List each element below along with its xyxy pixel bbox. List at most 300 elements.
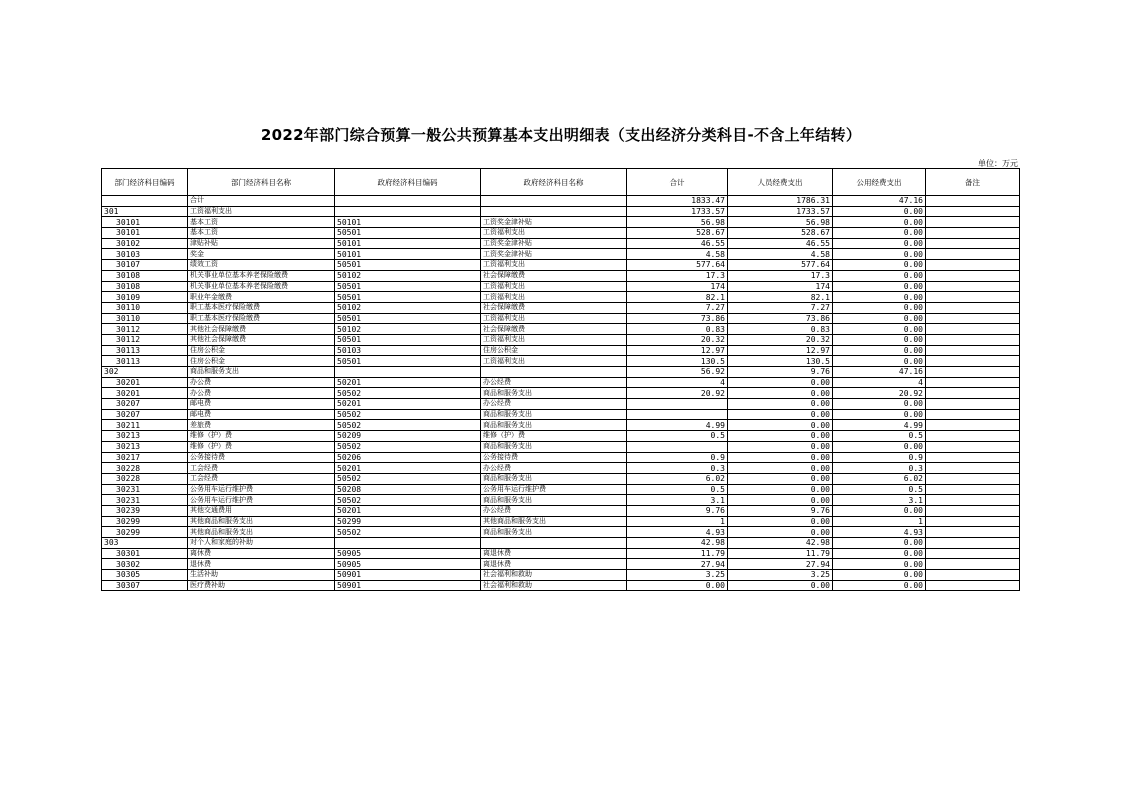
cell-public: 0.00 <box>833 238 926 249</box>
cell-total: 56.98 <box>627 217 728 228</box>
table-row <box>102 377 1020 388</box>
cell-personnel: 130.5 <box>728 356 833 367</box>
cell-public: 0.9 <box>833 452 926 463</box>
cell-public: 4.99 <box>833 420 926 431</box>
cell-dept-name: 绩效工资 <box>188 260 335 271</box>
cell-personnel: 82.1 <box>728 292 833 303</box>
cell-note <box>926 420 1020 431</box>
cell-public: 0.00 <box>833 324 926 335</box>
cell-gov-code: 50905 <box>335 559 481 570</box>
cell-note <box>926 399 1020 410</box>
cell-personnel: 0.00 <box>728 516 833 527</box>
header-dept-name: 部门经济科目名称 <box>188 169 335 196</box>
table-row <box>102 345 1020 356</box>
cell-gov-name: 工资福利支出 <box>481 260 627 271</box>
cell-gov-name: 社会保障缴费 <box>481 324 627 335</box>
cell-dept-name: 离休费 <box>188 548 335 559</box>
cell-dept-code: 302 <box>102 367 188 378</box>
cell-dept-code: 30301 <box>102 548 188 559</box>
cell-note <box>926 217 1020 228</box>
cell-gov-code: 50502 <box>335 441 481 452</box>
table-row <box>102 570 1020 581</box>
header-personnel: 人员经费支出 <box>728 169 833 196</box>
table-row <box>102 484 1020 495</box>
table-row <box>102 313 1020 324</box>
cell-dept-name: 基本工资 <box>188 228 335 239</box>
cell-gov-code: 50901 <box>335 580 481 591</box>
cell-public: 0.00 <box>833 580 926 591</box>
budget-table <box>101 168 1020 591</box>
table-row <box>102 238 1020 249</box>
cell-dept-code: 30112 <box>102 324 188 335</box>
cell-public: 0.00 <box>833 356 926 367</box>
cell-dept-name: 邮电费 <box>188 409 335 420</box>
cell-note <box>926 313 1020 324</box>
cell-public: 0.00 <box>833 302 926 313</box>
cell-public: 0.00 <box>833 505 926 516</box>
cell-personnel: 0.00 <box>728 452 833 463</box>
cell-total: 0.5 <box>627 484 728 495</box>
cell-total: 3.1 <box>627 495 728 506</box>
cell-public: 47.16 <box>833 196 926 207</box>
cell-personnel: 11.79 <box>728 548 833 559</box>
cell-gov-name: 工资奖金津补贴 <box>481 249 627 260</box>
cell-dept-code: 30107 <box>102 260 188 271</box>
cell-total: 0.00 <box>627 580 728 591</box>
cell-gov-code: 50102 <box>335 270 481 281</box>
cell-gov-code: 50502 <box>335 409 481 420</box>
header-row <box>102 169 1020 196</box>
cell-dept-code: 30110 <box>102 313 188 324</box>
cell-note <box>926 377 1020 388</box>
cell-note <box>926 431 1020 442</box>
cell-note <box>926 196 1020 207</box>
table-row <box>102 249 1020 260</box>
cell-dept-code: 30103 <box>102 249 188 260</box>
table-row <box>102 206 1020 217</box>
cell-gov-name: 社会福利和救助 <box>481 580 627 591</box>
cell-personnel: 577.64 <box>728 260 833 271</box>
cell-dept-name: 生活补助 <box>188 570 335 581</box>
cell-dept-name: 工资福利支出 <box>188 206 335 217</box>
cell-total: 0.9 <box>627 452 728 463</box>
cell-gov-code <box>335 367 481 378</box>
cell-dept-code: 30228 <box>102 473 188 484</box>
table-row <box>102 356 1020 367</box>
cell-gov-name: 工资奖金津补贴 <box>481 238 627 249</box>
table-row <box>102 580 1020 591</box>
cell-dept-name: 公务用车运行维护费 <box>188 484 335 495</box>
table-row <box>102 228 1020 239</box>
table-row <box>102 324 1020 335</box>
cell-public: 0.00 <box>833 559 926 570</box>
cell-total: 528.67 <box>627 228 728 239</box>
cell-personnel: 0.00 <box>728 377 833 388</box>
cell-personnel: 56.98 <box>728 217 833 228</box>
cell-gov-name: 办公经费 <box>481 377 627 388</box>
cell-public: 0.00 <box>833 313 926 324</box>
cell-note <box>926 292 1020 303</box>
cell-dept-name: 其他商品和服务支出 <box>188 527 335 538</box>
cell-dept-name: 办公费 <box>188 388 335 399</box>
cell-total: 82.1 <box>627 292 728 303</box>
cell-public: 0.00 <box>833 270 926 281</box>
cell-personnel: 4.58 <box>728 249 833 260</box>
cell-dept-name: 津贴补贴 <box>188 238 335 249</box>
cell-personnel: 0.00 <box>728 388 833 399</box>
cell-total: 4.93 <box>627 527 728 538</box>
cell-total: 0.5 <box>627 431 728 442</box>
cell-dept-name: 职业年金缴费 <box>188 292 335 303</box>
cell-total: 11.79 <box>627 548 728 559</box>
unit-label: 单位：万元 <box>978 159 1018 168</box>
cell-note <box>926 441 1020 452</box>
cell-note <box>926 473 1020 484</box>
cell-gov-code: 50201 <box>335 463 481 474</box>
cell-dept-name: 对个人和家庭的补助 <box>188 538 335 549</box>
cell-gov-name: 离退休费 <box>481 548 627 559</box>
cell-gov-code: 50501 <box>335 292 481 303</box>
cell-personnel: 0.00 <box>728 441 833 452</box>
cell-dept-code: 30201 <box>102 388 188 399</box>
cell-total: 3.25 <box>627 570 728 581</box>
cell-personnel: 12.97 <box>728 345 833 356</box>
cell-personnel: 7.27 <box>728 302 833 313</box>
cell-note <box>926 559 1020 570</box>
table-row <box>102 505 1020 516</box>
cell-gov-code <box>335 196 481 207</box>
cell-dept-code: 30108 <box>102 270 188 281</box>
cell-gov-name: 公务用车运行维护费 <box>481 484 627 495</box>
cell-dept-code: 30307 <box>102 580 188 591</box>
cell-dept-name: 机关事业单位基本养老保险缴费 <box>188 270 335 281</box>
table-row <box>102 527 1020 538</box>
cell-dept-name: 其他社会保障缴费 <box>188 324 335 335</box>
header-note: 备注 <box>926 169 1020 196</box>
cell-note <box>926 345 1020 356</box>
cell-gov-code: 50905 <box>335 548 481 559</box>
cell-dept-name: 维修（护）费 <box>188 441 335 452</box>
cell-note <box>926 270 1020 281</box>
cell-personnel: 46.55 <box>728 238 833 249</box>
cell-personnel: 0.00 <box>728 580 833 591</box>
cell-total: 7.27 <box>627 302 728 313</box>
cell-dept-name: 职工基本医疗保险缴费 <box>188 302 335 313</box>
cell-personnel: 0.00 <box>728 409 833 420</box>
cell-gov-code: 50502 <box>335 527 481 538</box>
cell-gov-name: 办公经费 <box>481 399 627 410</box>
cell-dept-name: 医疗费补助 <box>188 580 335 591</box>
cell-dept-code: 30231 <box>102 495 188 506</box>
cell-gov-code: 50901 <box>335 570 481 581</box>
cell-gov-code: 50501 <box>335 313 481 324</box>
cell-gov-code: 50501 <box>335 228 481 239</box>
cell-dept-name: 工会经费 <box>188 463 335 474</box>
cell-gov-name: 工资福利支出 <box>481 313 627 324</box>
cell-note <box>926 484 1020 495</box>
cell-dept-name: 工会经费 <box>188 473 335 484</box>
cell-dept-code <box>102 196 188 207</box>
table-row <box>102 516 1020 527</box>
cell-gov-name: 工资福利支出 <box>481 334 627 345</box>
cell-gov-code: 50501 <box>335 356 481 367</box>
cell-public: 0.5 <box>833 431 926 442</box>
cell-personnel: 9.76 <box>728 505 833 516</box>
cell-note <box>926 505 1020 516</box>
cell-note <box>926 281 1020 292</box>
table-row <box>102 538 1020 549</box>
cell-note <box>926 228 1020 239</box>
cell-note <box>926 324 1020 335</box>
cell-total: 56.92 <box>627 367 728 378</box>
cell-public: 0.00 <box>833 399 926 410</box>
cell-dept-code: 30239 <box>102 505 188 516</box>
cell-gov-name: 商品和服务支出 <box>481 495 627 506</box>
table-row <box>102 302 1020 313</box>
cell-public: 0.3 <box>833 463 926 474</box>
table-row <box>102 559 1020 570</box>
cell-total <box>627 409 728 420</box>
cell-gov-name: 商品和服务支出 <box>481 388 627 399</box>
cell-note <box>926 367 1020 378</box>
cell-dept-name: 商品和服务支出 <box>188 367 335 378</box>
cell-public: 20.92 <box>833 388 926 399</box>
cell-public: 47.16 <box>833 367 926 378</box>
cell-dept-code: 30207 <box>102 409 188 420</box>
cell-dept-name: 维修（护）费 <box>188 431 335 442</box>
cell-dept-code: 30102 <box>102 238 188 249</box>
cell-total: 46.55 <box>627 238 728 249</box>
cell-dept-name: 住房公积金 <box>188 356 335 367</box>
table-row <box>102 334 1020 345</box>
cell-dept-name: 其他商品和服务支出 <box>188 516 335 527</box>
cell-note <box>926 516 1020 527</box>
cell-dept-code: 30217 <box>102 452 188 463</box>
cell-gov-name: 工资奖金津补贴 <box>481 217 627 228</box>
cell-dept-code: 30109 <box>102 292 188 303</box>
table-row <box>102 431 1020 442</box>
cell-public: 0.00 <box>833 206 926 217</box>
cell-note <box>926 463 1020 474</box>
cell-public: 0.00 <box>833 281 926 292</box>
cell-public: 1 <box>833 516 926 527</box>
table-row <box>102 452 1020 463</box>
cell-dept-code: 30112 <box>102 334 188 345</box>
cell-gov-code: 50501 <box>335 281 481 292</box>
table-row <box>102 548 1020 559</box>
cell-public: 4.93 <box>833 527 926 538</box>
table-row <box>102 463 1020 474</box>
table-row <box>102 196 1020 207</box>
cell-gov-code: 50103 <box>335 345 481 356</box>
cell-dept-code: 30299 <box>102 516 188 527</box>
cell-dept-code: 30207 <box>102 399 188 410</box>
cell-gov-name: 维修（护）费 <box>481 431 627 442</box>
cell-dept-name: 职工基本医疗保险缴费 <box>188 313 335 324</box>
cell-note <box>926 302 1020 313</box>
cell-gov-name <box>481 367 627 378</box>
cell-dept-code: 30110 <box>102 302 188 313</box>
page-title: 2022年部门综合预算一般公共预算基本支出明细表（支出经济分类科目-不含上年结转） <box>260 126 862 144</box>
cell-note <box>926 452 1020 463</box>
cell-gov-name: 其他商品和服务支出 <box>481 516 627 527</box>
cell-public: 6.02 <box>833 473 926 484</box>
cell-note <box>926 249 1020 260</box>
cell-gov-name: 社会保障缴费 <box>481 302 627 313</box>
cell-dept-code: 30302 <box>102 559 188 570</box>
cell-note <box>926 206 1020 217</box>
table-row <box>102 399 1020 410</box>
cell-dept-name: 公务接待费 <box>188 452 335 463</box>
cell-total: 577.64 <box>627 260 728 271</box>
cell-gov-code: 50201 <box>335 377 481 388</box>
cell-dept-name: 其他交通费用 <box>188 505 335 516</box>
cell-total: 1733.57 <box>627 206 728 217</box>
cell-public: 0.00 <box>833 217 926 228</box>
header-public: 公用经费支出 <box>833 169 926 196</box>
cell-dept-name: 住房公积金 <box>188 345 335 356</box>
cell-gov-code: 50206 <box>335 452 481 463</box>
cell-gov-name: 办公经费 <box>481 463 627 474</box>
cell-gov-code: 50502 <box>335 473 481 484</box>
cell-gov-code: 50502 <box>335 495 481 506</box>
cell-gov-name: 工资福利支出 <box>481 228 627 239</box>
cell-personnel: 0.00 <box>728 420 833 431</box>
cell-gov-code <box>335 206 481 217</box>
cell-public: 0.00 <box>833 538 926 549</box>
cell-gov-name: 工资福利支出 <box>481 281 627 292</box>
cell-total: 6.02 <box>627 473 728 484</box>
cell-dept-name: 公务用车运行维护费 <box>188 495 335 506</box>
table-header <box>102 169 1020 196</box>
cell-gov-name <box>481 196 627 207</box>
cell-public: 0.00 <box>833 334 926 345</box>
cell-dept-code: 30213 <box>102 431 188 442</box>
cell-public: 0.00 <box>833 228 926 239</box>
header-gov-name: 政府经济科目名称 <box>481 169 627 196</box>
cell-personnel: 9.76 <box>728 367 833 378</box>
cell-total: 42.98 <box>627 538 728 549</box>
cell-gov-code: 50209 <box>335 431 481 442</box>
cell-personnel: 1733.57 <box>728 206 833 217</box>
cell-dept-code: 30201 <box>102 377 188 388</box>
cell-dept-code: 303 <box>102 538 188 549</box>
cell-note <box>926 334 1020 345</box>
table-row <box>102 409 1020 420</box>
cell-note <box>926 527 1020 538</box>
cell-note <box>926 495 1020 506</box>
cell-public: 4 <box>833 377 926 388</box>
cell-personnel: 0.00 <box>728 484 833 495</box>
cell-personnel: 0.00 <box>728 463 833 474</box>
cell-total: 9.76 <box>627 505 728 516</box>
cell-gov-name: 公务接待费 <box>481 452 627 463</box>
cell-gov-name: 商品和服务支出 <box>481 441 627 452</box>
table-row <box>102 270 1020 281</box>
cell-public: 3.1 <box>833 495 926 506</box>
cell-gov-code: 50501 <box>335 260 481 271</box>
cell-note <box>926 580 1020 591</box>
cell-personnel: 528.67 <box>728 228 833 239</box>
cell-personnel: 20.32 <box>728 334 833 345</box>
cell-total: 4.58 <box>627 249 728 260</box>
table-row <box>102 260 1020 271</box>
cell-dept-code: 30101 <box>102 228 188 239</box>
cell-gov-name: 商品和服务支出 <box>481 527 627 538</box>
cell-total: 4 <box>627 377 728 388</box>
cell-public: 0.00 <box>833 409 926 420</box>
cell-note <box>926 570 1020 581</box>
cell-gov-name: 商品和服务支出 <box>481 473 627 484</box>
table-row <box>102 473 1020 484</box>
cell-total: 27.94 <box>627 559 728 570</box>
cell-gov-name: 工资福利支出 <box>481 292 627 303</box>
cell-personnel: 0.00 <box>728 399 833 410</box>
cell-note <box>926 388 1020 399</box>
cell-dept-code: 30299 <box>102 527 188 538</box>
cell-note <box>926 260 1020 271</box>
table-row <box>102 420 1020 431</box>
cell-dept-code: 30113 <box>102 345 188 356</box>
cell-personnel: 0.00 <box>728 473 833 484</box>
cell-total: 73.86 <box>627 313 728 324</box>
cell-dept-name: 其他社会保障缴费 <box>188 334 335 345</box>
cell-dept-code: 30108 <box>102 281 188 292</box>
table-row <box>102 217 1020 228</box>
cell-note <box>926 548 1020 559</box>
cell-personnel: 42.98 <box>728 538 833 549</box>
header-total: 合计 <box>627 169 728 196</box>
cell-gov-name: 社会福利和救助 <box>481 570 627 581</box>
cell-gov-code: 50101 <box>335 217 481 228</box>
cell-note <box>926 238 1020 249</box>
cell-dept-name: 办公费 <box>188 377 335 388</box>
cell-total: 17.3 <box>627 270 728 281</box>
cell-personnel: 3.25 <box>728 570 833 581</box>
cell-gov-name: 商品和服务支出 <box>481 409 627 420</box>
cell-gov-name <box>481 538 627 549</box>
cell-dept-name: 退休费 <box>188 559 335 570</box>
cell-public: 0.00 <box>833 249 926 260</box>
cell-note <box>926 538 1020 549</box>
cell-total: 4.99 <box>627 420 728 431</box>
cell-public: 0.5 <box>833 484 926 495</box>
cell-dept-name: 差旅费 <box>188 420 335 431</box>
cell-gov-code: 50101 <box>335 238 481 249</box>
cell-gov-code: 50102 <box>335 324 481 335</box>
cell-total: 12.97 <box>627 345 728 356</box>
cell-total: 0.3 <box>627 463 728 474</box>
cell-personnel: 0.00 <box>728 527 833 538</box>
cell-dept-code: 30213 <box>102 441 188 452</box>
cell-gov-code <box>335 538 481 549</box>
cell-public: 0.00 <box>833 260 926 271</box>
cell-total: 20.32 <box>627 334 728 345</box>
cell-dept-name: 基本工资 <box>188 217 335 228</box>
cell-dept-code: 30113 <box>102 356 188 367</box>
cell-personnel: 0.00 <box>728 495 833 506</box>
table-row <box>102 367 1020 378</box>
cell-public: 0.00 <box>833 548 926 559</box>
cell-dept-name: 机关事业单位基本养老保险缴费 <box>188 281 335 292</box>
cell-dept-code: 301 <box>102 206 188 217</box>
cell-total: 174 <box>627 281 728 292</box>
cell-gov-code: 50501 <box>335 334 481 345</box>
cell-gov-name <box>481 206 627 217</box>
cell-gov-name: 离退休费 <box>481 559 627 570</box>
cell-personnel: 174 <box>728 281 833 292</box>
cell-total <box>627 441 728 452</box>
